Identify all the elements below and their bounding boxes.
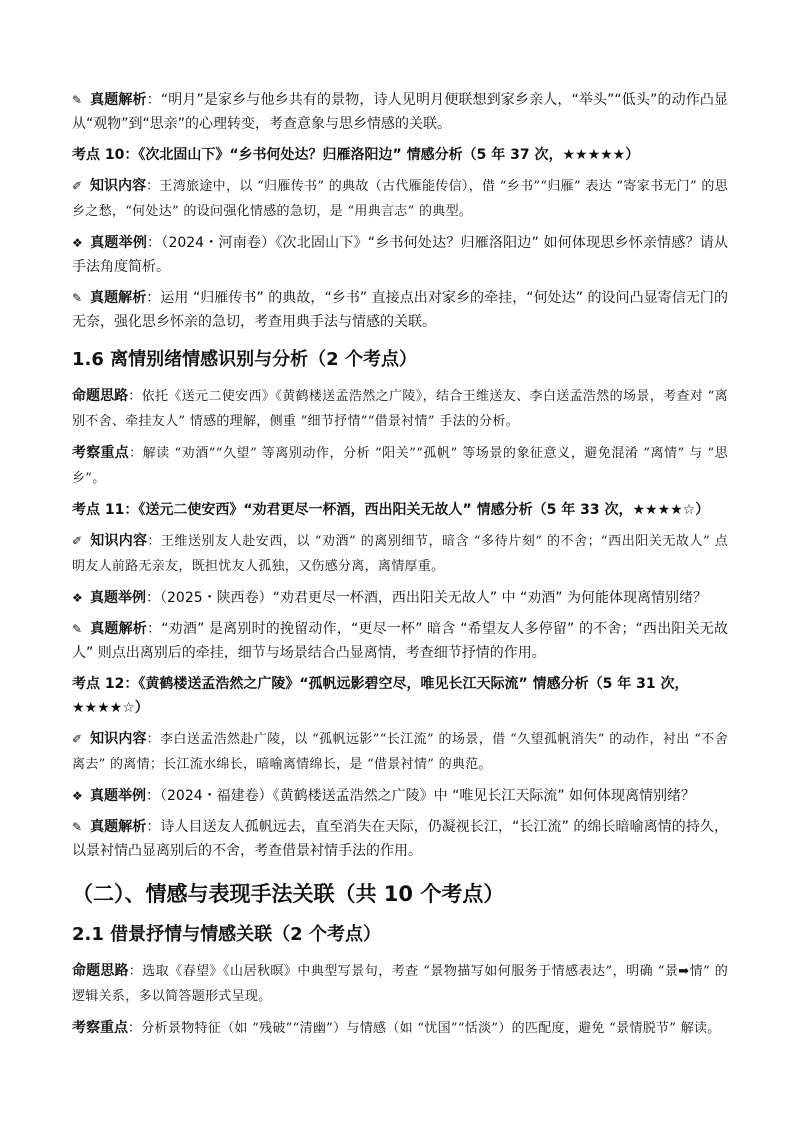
paragraph-lead: 真题解析 <box>90 92 147 108</box>
paragraph-body: ：（2024・福建卷）《黄鹤楼送孟浩然之广陵》中 “唯见长江天际流” 如何体现离情别绪？ <box>146 788 696 804</box>
paragraph-body: ：选取《春望》《山居秋暝》中典型写景句，考查 “景物描写如何服务于情感表达”，明确 “景➡情” 的逻辑关系，多以简答题形式呈现。 <box>72 964 728 1004</box>
diamond-icon: ❖ <box>72 789 83 803</box>
example-paragraph <box>72 784 728 808</box>
analysis-paragraph <box>72 617 728 665</box>
paragraph-body: ：诗人目送友人孤帆远去，直至消失在天际，仍凝视长江，“长江流” 的绵长暗喻离情的持久，以景衬情凸显离别后的不舍，考查借景衬情手法的作用。 <box>72 819 728 859</box>
paragraph-body: ：依托《送元二使安西》《黄鹤楼送孟浩然之广陵》，结合王维送友、李白送孟浩然的场景，考查对 “离别不舍、牵挂友人” 情感的理解，侧重 “细节抒情”“借景衬情” 手法的分析。 <box>72 389 728 429</box>
paragraph-body: ：王湾旅途中，以 “归雁传书” 的典故（古代雁能传信），借 “乡书”“归雁” 表达 “寄家书无门” 的思乡之愁，“何处达” 的设问强化情感的急切，是 “用典言志” 的典型。 <box>72 179 729 219</box>
chapter-heading: （二）、情感与表现手法关联（共 10 个考点） <box>72 882 505 906</box>
paragraph-lead: 真题举例 <box>90 235 148 251</box>
exam-point-heading: 考点 12：《黄鹤楼送孟浩然之广陵》“孤帆远影碧空尽，唯见长江天际流” 情感分析（5 年 31 次，★★★★☆） <box>72 676 689 716</box>
paragraph-body: ：王维送别友人赴安西，以 “劝酒” 的离别细节，暗含 “多待片刻” 的不舍；“西出阳关无故人” 点明友人前路无亲友，既担忧友人孤独，又伤感分离，离情厚重。 <box>72 534 728 574</box>
paragraph-lead: 真题解析 <box>90 290 147 306</box>
knowledge-paragraph <box>72 529 728 579</box>
writing-icon: ✐ <box>72 534 83 548</box>
paragraph-body: ：（2024・河南卷）《次北固山下》“乡书何处达？归雁洛阳边” 如何体现思乡怀亲情感？请从手法角度简析。 <box>72 235 728 275</box>
analysis-paragraph <box>72 286 728 334</box>
paragraph-lead: 真题举例 <box>90 590 146 606</box>
paragraph-lead: 知识内容 <box>90 731 147 747</box>
writing-icon: ✐ <box>72 179 83 193</box>
example-paragraph <box>72 586 728 610</box>
section-heading: 2.1 借景抒情与情感关联（2 个考点） <box>72 924 381 945</box>
paragraph-lead: 考察重点 <box>72 1020 128 1036</box>
paragraph-lead: 真题解析 <box>90 621 148 637</box>
paragraph-body: ：李白送孟浩然赴广陵，以 “孤帆远影”“长江流” 的场景，借 “久望孤帆消失” 的动作，衬出 “不舍离去” 的离情；长江流水绵长，暗喻离情绵长，是 “借景衬情” 的典范。 <box>72 732 729 772</box>
paragraph-lead: 知识内容 <box>90 533 148 549</box>
paragraph-lead: 考察重点 <box>72 445 130 461</box>
analysis-paragraph <box>72 815 728 863</box>
pencil-icon: ✎ <box>72 291 83 305</box>
paragraph-body: ：分析景物特征（如 “残破”“清幽”）与情感（如 “忧国”“恬淡”）的匹配度，避免 “景情脱节” 解读。 <box>128 1021 721 1036</box>
diamond-icon: ❖ <box>72 591 83 605</box>
writing-icon: ✐ <box>72 732 83 746</box>
knowledge-paragraph <box>72 727 728 777</box>
focus-paragraph <box>72 1016 728 1041</box>
document-page <box>72 88 728 1048</box>
paragraph-lead: 知识内容 <box>90 178 147 194</box>
pencil-icon: ✎ <box>72 93 83 107</box>
paragraph-lead: 真题举例 <box>90 788 146 804</box>
exam-point-heading: 考点 11：《送元二使安西》“劝君更尽一杯酒，西出阳关无故人” 情感分析（5 年 33 次，★★★★☆） <box>72 502 710 518</box>
paragraph-body: ：解读 “劝酒”“久望” 等离别动作，分析 “阳关”“孤帆” 等场景的象征意义，避免混淆 “离情” 与 “思乡”。 <box>72 446 729 486</box>
paragraph-body: ：运用 “归雁传书” 的典故，“乡书” 直接点出对家乡的牵挂，“何处达” 的设问凸显寄信无门的无奈，强化思乡怀亲的急切，考查用典手法与情感的关联。 <box>72 290 728 330</box>
paragraph-body: ：“劝酒” 是离别时的挽留动作，“更尽一杯” 暗含 “希望友人多停留” 的不舍；“西出阳关无故人” 则点出离别后的牵挂，细节与场景结合凸显离情，考查细节抒情的作用。 <box>72 621 729 661</box>
example-paragraph <box>72 231 728 279</box>
paragraph-body: ：（2025・陕西卷）“劝君更尽一杯酒，西出阳关无故人” 中 “劝酒” 为何能体现离情别绪？ <box>146 590 707 606</box>
approach-paragraph <box>72 384 728 434</box>
pencil-icon: ✎ <box>72 820 83 834</box>
knowledge-paragraph <box>72 174 728 224</box>
section-heading: 1.6 离情别绪情感识别与分析（2 个考点） <box>72 349 417 370</box>
paragraph-lead: 真题解析 <box>90 819 147 835</box>
exam-point-heading: 考点 10：《次北固山下》“乡书何处达？归雁洛阳边” 情感分析（5 年 37 次，★★★★★） <box>72 147 640 163</box>
analysis-paragraph <box>72 88 728 136</box>
approach-paragraph <box>72 959 728 1009</box>
paragraph-body: ：“明月”是家乡与他乡共有的景物，诗人见明月便联想到家乡亲人，“举头”“低头”的动作凸显从“观物”到“思亲”的心理转变，考查意象与思乡情感的关联。 <box>72 92 729 132</box>
diamond-icon: ❖ <box>72 236 83 250</box>
pencil-icon: ✎ <box>72 622 83 636</box>
paragraph-lead: 命题思路 <box>72 963 129 979</box>
focus-paragraph <box>72 441 728 491</box>
paragraph-lead: 命题思路 <box>72 388 129 404</box>
